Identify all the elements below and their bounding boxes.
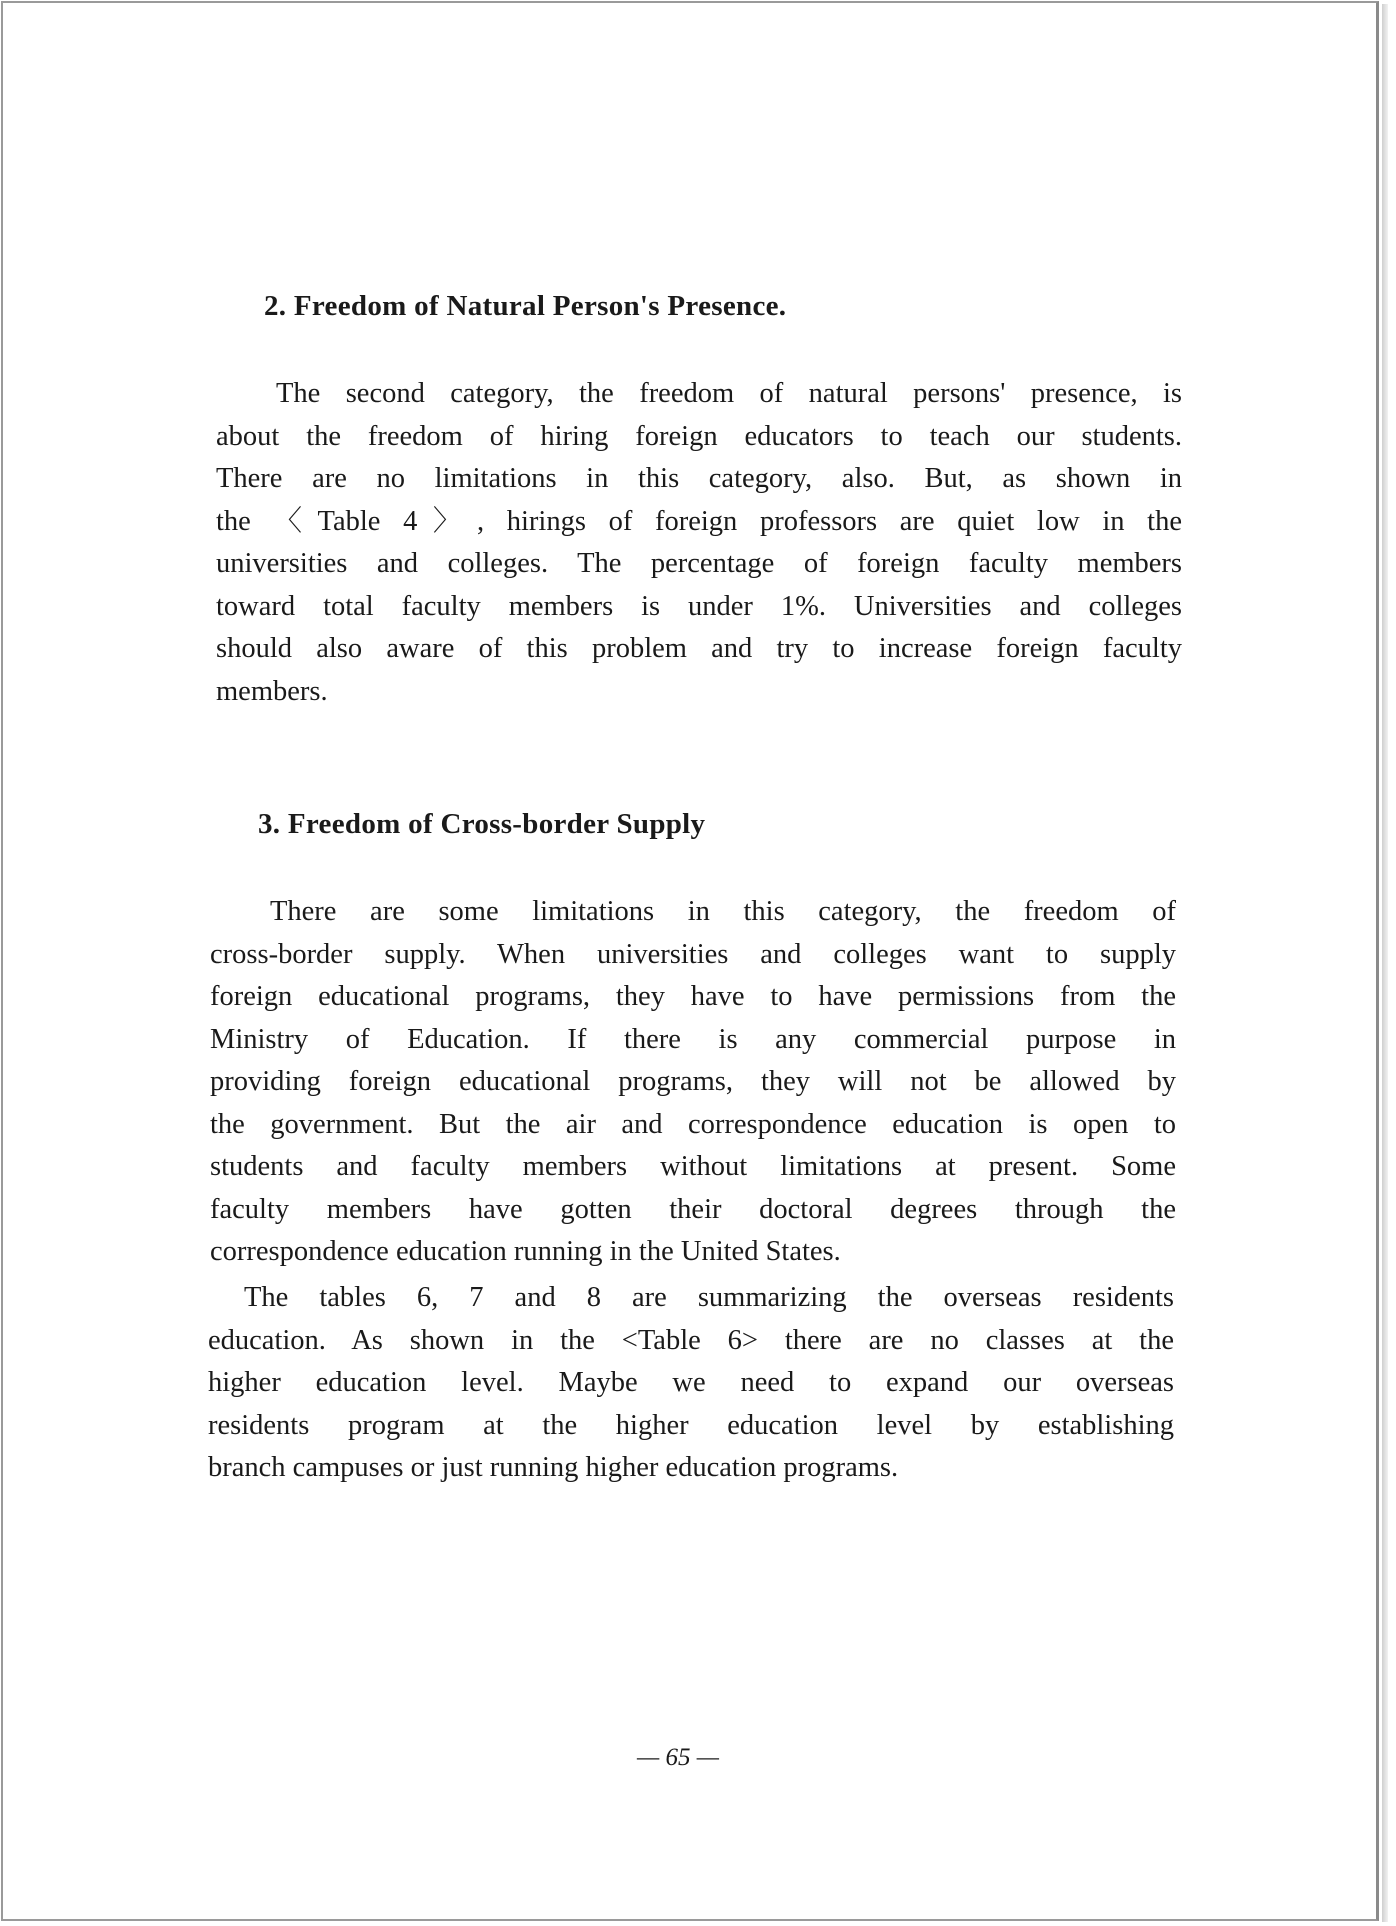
section-2-paragraph [216, 373, 1182, 713]
paragraph-line: members. [216, 675, 328, 707]
paragraph-line: the 〈Table 4〉, hirings of foreign professors are quiet low in the [216, 505, 1182, 537]
paragraph-line: There are no limitations in this category, also. But, as shown in [216, 463, 1182, 494]
paragraph-line: universities and colleges. The percentage of foreign faculty members [216, 548, 1182, 579]
page-shadow [1382, 4, 1388, 1922]
paragraph-line: There are some limitations in this category, the freedom of [270, 896, 1176, 927]
paragraph-line: Ministry of Education. If there is any commercial purpose in [210, 1023, 1176, 1055]
paragraph-line: should also aware of this problem and try to increase foreign faculty [216, 633, 1182, 664]
paragraph-line: toward total faculty members is under 1%. Universities and colleges [216, 590, 1182, 622]
paragraph-line: branch campuses or just running higher education programs. [208, 1452, 899, 1483]
paragraph-line: about the freedom of hiring foreign educators to teach our students. [216, 420, 1182, 452]
paragraph-line: The second category, the freedom of natural persons' presence, is [276, 378, 1182, 409]
paragraph-line: cross-border supply. When universities and colleges want to supply [210, 938, 1176, 970]
paragraph-line: providing foreign educational programs, they will not be allowed by [210, 1066, 1176, 1097]
section-3-heading: 3. Freedom of Cross-border Supply [258, 808, 706, 840]
paragraph-line: education. As shown in the <Table 6> there are no classes at the [208, 1324, 1174, 1356]
paragraph-line: foreign educational programs, they have to have permissions from the [210, 981, 1176, 1012]
paragraph-line: students and faculty members without limitations at present. Some [210, 1151, 1176, 1182]
paragraph-line: faculty members have gotten their doctoral degrees through the [210, 1193, 1176, 1225]
section-2-heading: 2. Freedom of Natural Person's Presence. [264, 290, 787, 322]
paragraph-line: correspondence education running in the United States. [210, 1236, 841, 1267]
page-number: — 65 — [637, 1744, 719, 1771]
section-3-paragraph-2 [208, 1277, 1174, 1490]
section-3-paragraph-1 [210, 891, 1176, 1274]
paragraph-line: The tables 6, 7 and 8 are summarizing the overseas residents [244, 1282, 1174, 1313]
paragraph-line: residents program at the higher education level by establishing [208, 1409, 1174, 1441]
paragraph-line: the government. But the air and correspondence education is open to [210, 1108, 1176, 1140]
paragraph-line: higher education level. Maybe we need to expand our overseas [208, 1367, 1174, 1398]
